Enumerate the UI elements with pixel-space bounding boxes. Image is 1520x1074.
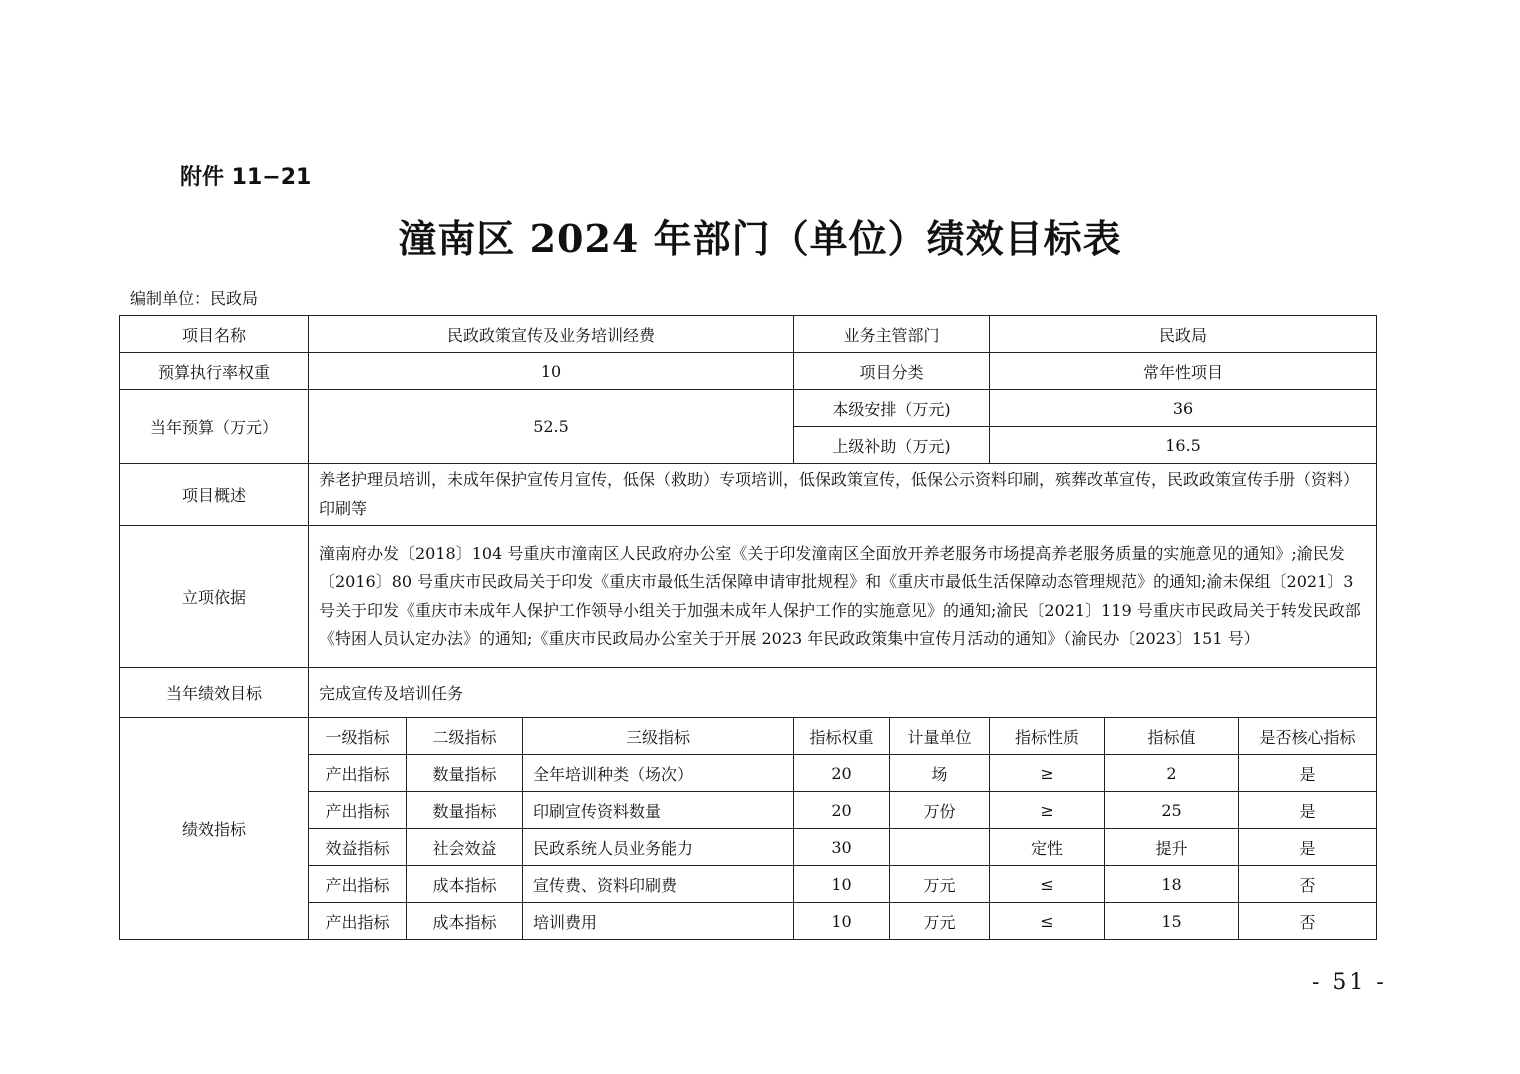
- category-label: 项目分类: [794, 353, 990, 390]
- row-budget-weight: [120, 353, 1377, 390]
- budget-value: 52.5: [309, 390, 794, 464]
- indicator-row: [120, 866, 1377, 903]
- level3-cell: 培训费用: [523, 903, 794, 940]
- header-unit: 计量单位: [890, 718, 990, 755]
- project-name-label: 项目名称: [120, 316, 309, 353]
- indicator-row: [120, 829, 1377, 866]
- nature-cell: ≥: [990, 792, 1105, 829]
- level3-cell: 印刷宣传资料数量: [523, 792, 794, 829]
- row-project-name: [120, 316, 1377, 353]
- header-core: 是否核心指标: [1239, 718, 1377, 755]
- weight-cell: 20: [794, 755, 890, 792]
- core-cell: 是: [1239, 792, 1377, 829]
- row-budget: [120, 390, 1377, 427]
- row-goal: [120, 668, 1377, 718]
- value-cell: 2: [1105, 755, 1239, 792]
- unit-cell: 万份: [890, 792, 990, 829]
- nature-cell: ≤: [990, 866, 1105, 903]
- superior-label: 上级补助（万元): [794, 427, 990, 464]
- budget-weight-value: 10: [309, 353, 794, 390]
- weight-cell: 10: [794, 866, 890, 903]
- level1-cell: 效益指标: [309, 829, 407, 866]
- value-cell: 15: [1105, 903, 1239, 940]
- goal-value: 完成宣传及培训任务: [309, 668, 1377, 718]
- performance-target-table: [119, 315, 1377, 940]
- indicator-row: [120, 903, 1377, 940]
- value-cell: 提升: [1105, 829, 1239, 866]
- indicator-header-row: [120, 718, 1377, 755]
- core-cell: 否: [1239, 866, 1377, 903]
- indicator-row: [120, 755, 1377, 792]
- level1-cell: 产出指标: [309, 792, 407, 829]
- level2-cell: 社会效益: [407, 829, 523, 866]
- level1-cell: 产出指标: [309, 903, 407, 940]
- header-nature: 指标性质: [990, 718, 1105, 755]
- header-value: 指标值: [1105, 718, 1239, 755]
- level2-cell: 成本指标: [407, 866, 523, 903]
- budget-weight-label: 预算执行率权重: [120, 353, 309, 390]
- unit-cell: 万元: [890, 866, 990, 903]
- value-cell: 25: [1105, 792, 1239, 829]
- department-label: 业务主管部门: [794, 316, 990, 353]
- weight-cell: 30: [794, 829, 890, 866]
- overview-value: 养老护理员培训，未成年保护宣传月宣传，低保（救助）专项培训，低保政策宣传，低保公示资料印刷，殡葬改革宣传，民政政策宣传手册（资料）印刷等: [309, 464, 1377, 526]
- value-cell: 18: [1105, 866, 1239, 903]
- compiler-unit: 编制单位：民政局: [130, 289, 259, 308]
- weight-cell: 20: [794, 792, 890, 829]
- goal-label: 当年绩效目标: [120, 668, 309, 718]
- page-number: - 51 -: [1312, 970, 1387, 995]
- superior-value: 16.5: [990, 427, 1377, 464]
- nature-cell: ≥: [990, 755, 1105, 792]
- local-value: 36: [990, 390, 1377, 427]
- header-level1: 一级指标: [309, 718, 407, 755]
- basis-label: 立项依据: [120, 526, 309, 668]
- level2-cell: 数量指标: [407, 792, 523, 829]
- page-title: 潼南区 2024 年部门（单位）绩效目标表: [398, 216, 1122, 261]
- department-value: 民政局: [990, 316, 1377, 353]
- level1-cell: 产出指标: [309, 755, 407, 792]
- header-level3: 三级指标: [523, 718, 794, 755]
- basis-value: 潼南府办发〔2018〕104 号重庆市潼南区人民政府办公室《关于印发潼南区全面放开养老服务市场提高养老服务质量的实施意见的通知》;渝民发〔2016〕80 号重庆市民政局关于印发《重庆市最低生活保障申请审批规程》和《重庆市最低生活保障动态管理规范》的通知;渝未保组〔2021〕3 号关于印发《重庆市未成年人保护工作领导小组关于加强未成年人保护工作的实施意见》的通知;渝民〔2021〕119 号重庆市民政局关于转发民政部《特困人员认定办法》的通知;《重庆市民政局办公室关于开展 2023 年民政政策集中宣传月活动的通知》（渝民办〔2023〕151 号）: [309, 526, 1377, 668]
- level2-cell: 成本指标: [407, 903, 523, 940]
- category-value: 常年性项目: [990, 353, 1377, 390]
- level3-cell: 宣传费、资料印刷费: [523, 866, 794, 903]
- header-weight: 指标权重: [794, 718, 890, 755]
- nature-cell: ≤: [990, 903, 1105, 940]
- unit-cell: 场: [890, 755, 990, 792]
- core-cell: 否: [1239, 903, 1377, 940]
- nature-cell: 定性: [990, 829, 1105, 866]
- unit-cell: [890, 829, 990, 866]
- project-name-value: 民政政策宣传及业务培训经费: [309, 316, 794, 353]
- level3-cell: 全年培训种类（场次）: [523, 755, 794, 792]
- budget-label: 当年预算（万元）: [120, 390, 309, 464]
- level1-cell: 产出指标: [309, 866, 407, 903]
- weight-cell: 10: [794, 903, 890, 940]
- attachment-label: 附件 11−21: [180, 165, 312, 190]
- row-basis: [120, 526, 1377, 668]
- indicators-label: 绩效指标: [120, 718, 309, 940]
- local-label: 本级安排（万元): [794, 390, 990, 427]
- core-cell: 是: [1239, 829, 1377, 866]
- header-level2: 二级指标: [407, 718, 523, 755]
- indicator-row: [120, 792, 1377, 829]
- level3-cell: 民政系统人员业务能力: [523, 829, 794, 866]
- core-cell: 是: [1239, 755, 1377, 792]
- overview-label: 项目概述: [120, 464, 309, 526]
- level2-cell: 数量指标: [407, 755, 523, 792]
- row-overview: [120, 464, 1377, 526]
- unit-cell: 万元: [890, 903, 990, 940]
